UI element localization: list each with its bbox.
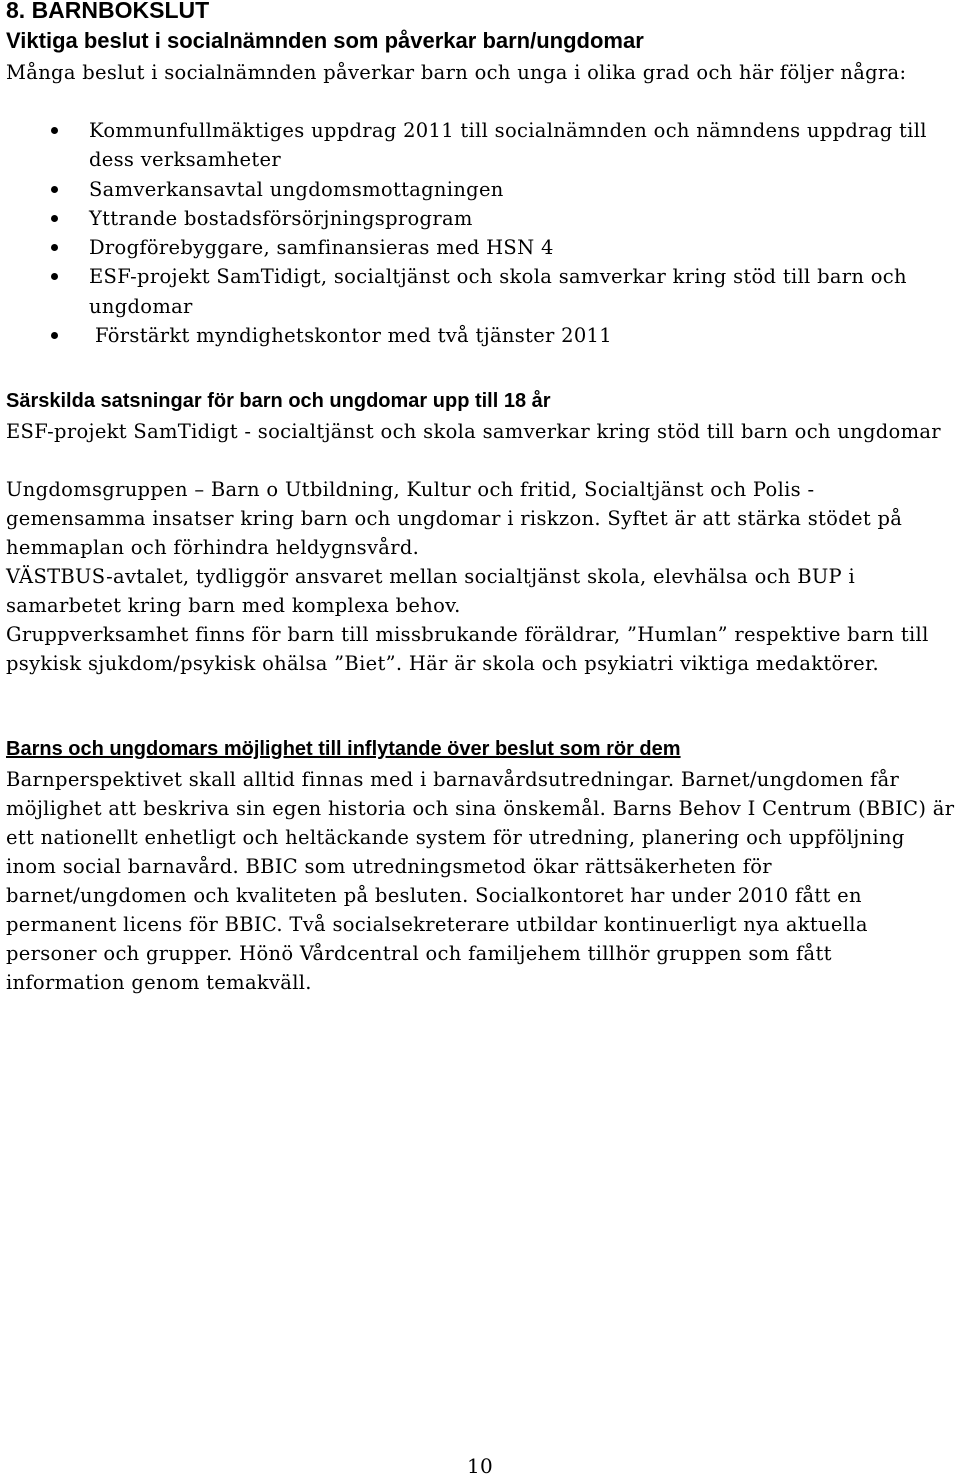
list-item: ESF-projekt SamTidigt, socialtjänst och skola samverkar kring stöd till barn och ungdomar	[0, 262, 960, 321]
page-heading: 8. BARNBOKSLUT	[6, 0, 210, 23]
list-item: Samverkansavtal ungdomsmottagningen	[0, 175, 960, 204]
section-title-influence: Barns och ungdomars möjlighet till inflytande över beslut som rör dem	[6, 738, 681, 760]
paragraph-gruppverksamhet: Gruppverksamhet finns för barn till missbrukande föräldrar, ”Humlan” respektive barn till psykisk sjukdom/psykisk ohälsa ”Biet”. Här är skola och psykiatri viktiga medaktörer.	[6, 623, 929, 675]
bullet-icon	[51, 244, 58, 251]
bullet-icon	[51, 332, 58, 339]
paragraph-esf: ESF-projekt SamTidigt - socialtjänst och skola samverkar kring stöd till barn och ungdomar	[6, 420, 941, 443]
list-item: Yttrande bostadsförsörjningsprogram	[0, 204, 960, 233]
list-item: Kommunfullmäktiges uppdrag 2011 till socialnämnden och nämndens uppdrag till dess verksamheter	[0, 116, 960, 175]
intro-paragraph: Många beslut i socialnämnden påverkar barn och unga i olika grad och här följer några:	[6, 61, 907, 84]
bullet-icon	[51, 215, 58, 222]
bullet-icon	[51, 273, 58, 280]
bullet-icon	[51, 186, 58, 193]
page-number: 10	[466, 1454, 494, 1478]
paragraph-barnperspektiv: Barnperspektivet skall alltid finnas med i barnavårdsutredningar. Barnet/ungdomen får möjlighet att beskriva sin egen historia och sina önskemål. Barns Behov I Centrum (BBIC) är ett nationellt enhetligt och heltäckande system för utredning, planering och uppföljning inom social barnavård. BBIC som utredningsmetod ökar rättsäkerheten för barnet/ungdomen och kvaliteten på besluten. Socialkontoret har under 2010 fått en permanent licens för BBIC. Två socialsekreterare utbildar kontinuerligt nya aktuella personer och grupper. Hönö Vårdcentral och familjehem tillhör gruppen som fått information genom temakväll.	[6, 768, 955, 994]
bullet-icon	[51, 127, 58, 134]
decision-list	[0, 116, 960, 350]
section-title-special-efforts: Särskilda satsningar för barn och ungdomar upp till 18 år	[6, 390, 551, 412]
page-subheading: Viktiga beslut i socialnämnden som påverkar barn/ungdomar	[6, 28, 644, 53]
list-item: Drogförebyggare, samfinansieras med HSN 4	[0, 233, 960, 262]
paragraph-ungdomsgruppen: Ungdomsgruppen – Barn o Utbildning, Kultur och fritid, Socialtjänst och Polis - gemensamma insatser kring barn och ungdomar i riskzon. Syftet är att stärka stödet på hemmaplan och förhindra heldygnsvård.	[6, 478, 903, 559]
list-item: Förstärkt myndighetskontor med två tjänster 2011	[0, 321, 960, 350]
paragraph-vastbus: VÄSTBUS-avtalet, tydliggör ansvaret mellan socialtjänst skola, elevhälsa och BUP i samarbetet kring barn med komplexa behov.	[6, 565, 856, 617]
